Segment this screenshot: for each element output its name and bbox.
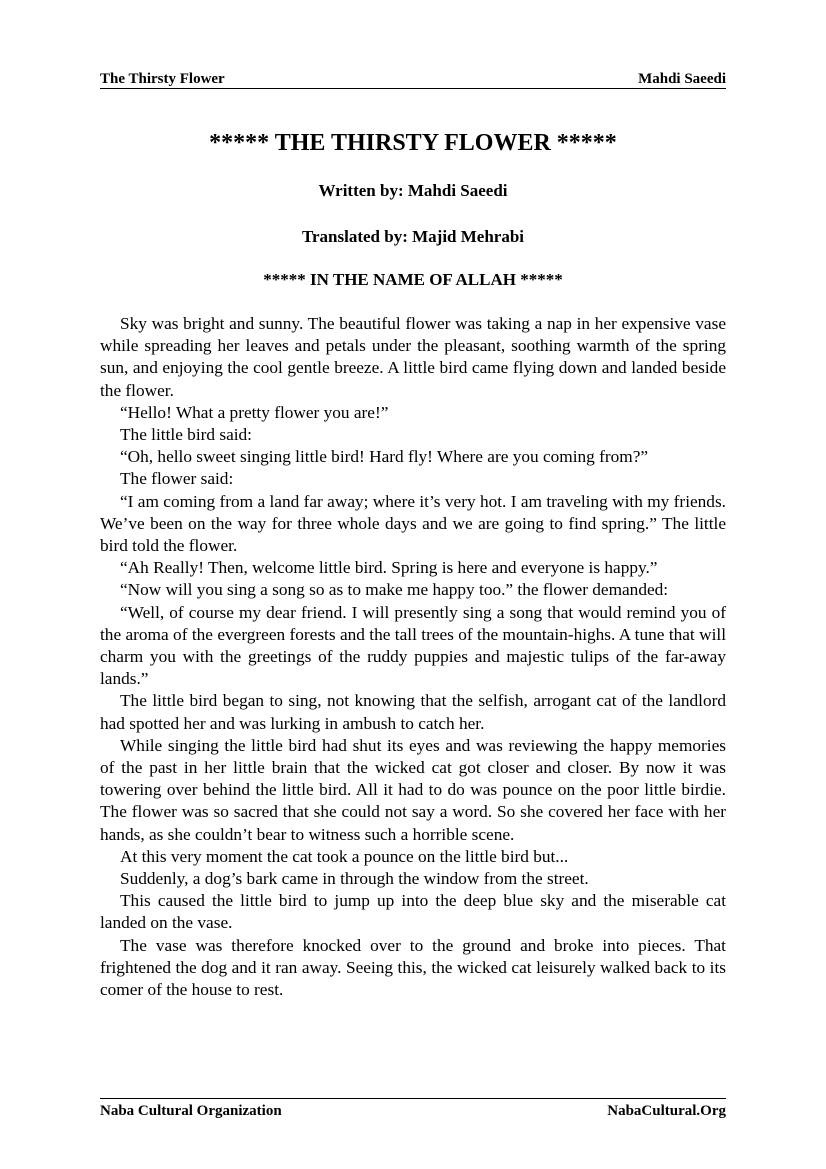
page-header [100, 70, 726, 89]
footer-organization: Naba Cultural Organization [100, 1103, 282, 1119]
translated-by: Translated by: Majid Mehrabi [301, 227, 525, 246]
paragraph: This caused the little bird to jump up into the deep blue sky and the miserable cat landed on the vase. [100, 891, 726, 933]
paragraph: Suddenly, a dog’s bark came in through the window from the street. [120, 869, 589, 889]
paragraph: “Now will you sing a song so as to make me happy too.” the flower demanded: [120, 580, 669, 600]
written-by: Written by: Mahdi Saeedi [318, 181, 508, 200]
paragraph: “Hello! What a pretty flower you are!” [120, 402, 389, 422]
paragraph: The little bird began to sing, not knowing that the selfish, arrogant cat of the landlord had spotted her and was lurking in ambush to catch her. [100, 691, 726, 733]
header-book-title: The Thirsty Flower [100, 71, 225, 87]
paragraph: “Well, of course my dear friend. I will presently sing a song that would remind you of the aroma of the evergreen forests and the tall trees of the mountain-highs. A tune that will charm you with the greetings of the ruddy puppies and majestic tulips of the far-away lands.” [100, 602, 726, 689]
paragraph: The little bird said: [120, 425, 252, 445]
story-title: ***** THE THIRSTY FLOWER ***** [209, 130, 617, 156]
paragraph: The flower said: [120, 469, 234, 489]
header-author: Mahdi Saeedi [638, 71, 726, 87]
paragraph: “I am coming from a land far away; where it’s very hot. I am traveling with my friends. We’ve been on the way for three whole days and we are going to find spring.” The little bird told the flower. [100, 491, 726, 556]
page-footer [100, 1098, 726, 1120]
paragraph: The vase was therefore knocked over to the ground and broke into pieces. That frightened the dog and it ran away. Seeing this, the wicked cat leisurely walked back to its comer of the house to rest. [100, 935, 726, 1000]
footer-website: NabaCultural.Org [607, 1103, 726, 1119]
paragraph: “Oh, hello sweet singing little bird! Hard fly! Where are you coming from?” [120, 447, 649, 467]
paragraph: At this very moment the cat took a pounce on the little bird but... [120, 846, 569, 866]
story-body [100, 313, 726, 1001]
paragraph: While singing the little bird had shut its eyes and was reviewing the happy memories of the past in her little brain that the wicked cat got closer and closer. By now it was towering over behind the little bird. All it had to do was pounce on the poor little birdie. The flower was so sacred that she could not say a word. So she covered her face with her hands, as she couldn’t bear to witness such a horrible scene. [100, 735, 726, 844]
paragraph: Sky was bright and sunny. The beautiful flower was taking a nap in her expensive vase while spreading her leaves and petals under the pleasant, soothing warmth of the spring sun, and enjoying the cool gentle breeze. A little bird came flying down and landed beside the flower. [100, 314, 726, 400]
invocation: ***** IN THE NAME OF ALLAH ***** [263, 270, 563, 289]
paragraph: “Ah Really! Then, welcome little bird. Spring is here and everyone is happy.” [120, 558, 658, 578]
